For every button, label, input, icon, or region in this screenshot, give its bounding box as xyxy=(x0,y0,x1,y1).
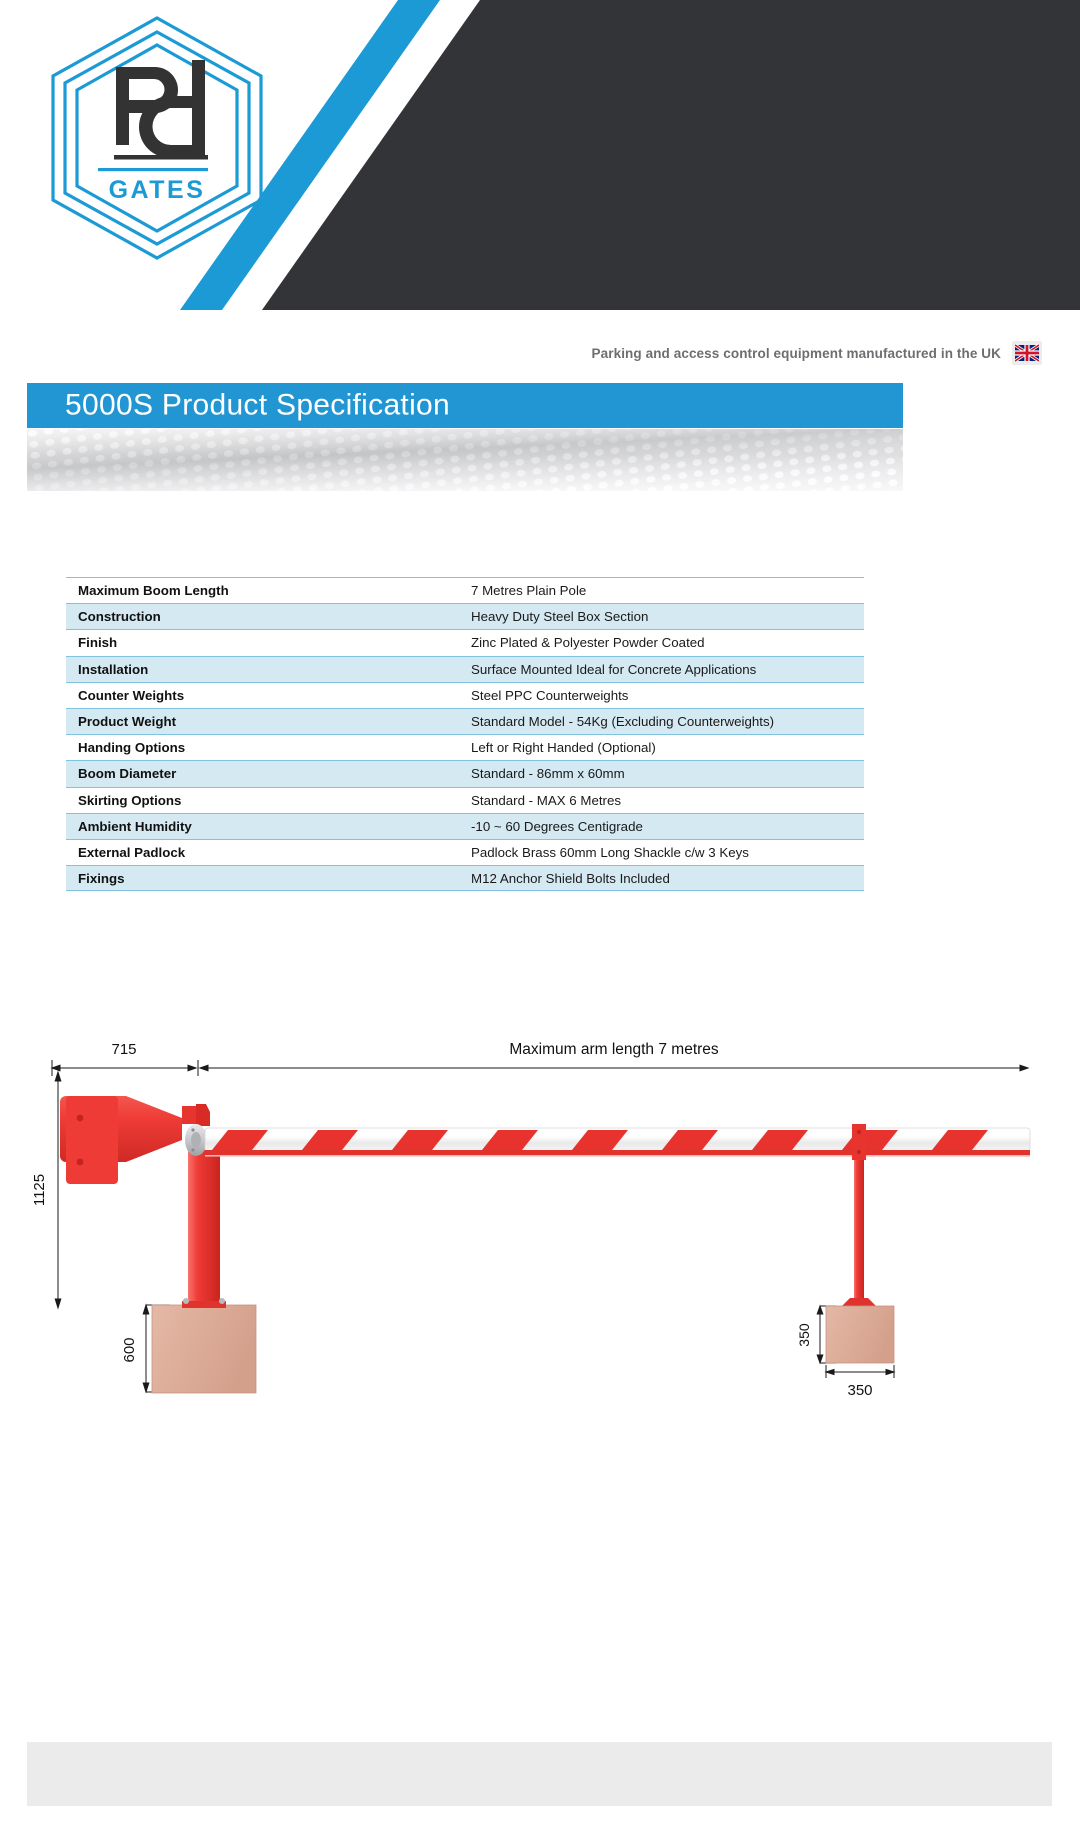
spec-label: Boom Diameter xyxy=(78,766,177,782)
spec-value: Padlock Brass 60mm Long Shackle c/w 3 Keys xyxy=(471,844,749,860)
spec-value: Heavy Duty Steel Box Section xyxy=(471,609,649,625)
spec-value: Zinc Plated & Polyester Powder Coated xyxy=(471,635,705,651)
table-row xyxy=(66,577,864,603)
boom-pivot-hub xyxy=(185,1124,207,1156)
spec-label: Skirting Options xyxy=(78,792,182,808)
table-row xyxy=(66,656,864,682)
spec-value: M12 Anchor Shield Bolts Included xyxy=(471,870,670,886)
tagline-bar xyxy=(0,338,1080,368)
page-header xyxy=(0,0,1080,310)
dimension-overall-height: 1125 xyxy=(31,1173,48,1207)
spec-value: Steel PPC Counterweights xyxy=(471,687,629,703)
boom-arm xyxy=(205,1128,1030,1157)
table-row xyxy=(66,629,864,655)
table-row xyxy=(66,603,864,629)
table-row xyxy=(66,734,864,760)
spec-label: External Padlock xyxy=(78,844,186,860)
dimension-right-foundation-height: 350 xyxy=(796,1323,812,1347)
table-row xyxy=(66,682,864,708)
spec-label: Fixings xyxy=(78,870,125,886)
table-row xyxy=(66,708,864,734)
table-row xyxy=(66,865,864,891)
left-concrete-foundation xyxy=(152,1305,256,1393)
uk-flag-icon xyxy=(1012,341,1042,365)
page-footer xyxy=(27,1742,1052,1806)
spec-label: Ambient Humidity xyxy=(78,818,192,834)
spec-value: -10 ~ 60 Degrees Centigrade xyxy=(471,818,643,834)
table-row xyxy=(66,839,864,865)
dimension-housing-width: 715 xyxy=(111,1041,137,1058)
specification-table xyxy=(66,577,864,891)
table-row xyxy=(66,813,864,839)
spec-label: Counter Weights xyxy=(78,687,185,703)
spec-value: Standard - MAX 6 Metres xyxy=(471,792,622,808)
barrier-post xyxy=(182,1130,226,1308)
table-row xyxy=(66,787,864,813)
right-concrete-foundation xyxy=(826,1306,894,1363)
spec-value: Standard - 86mm x 60mm xyxy=(471,766,625,782)
dimension-right-foundation-width: 350 xyxy=(847,1382,873,1399)
page-title-banner xyxy=(27,383,903,428)
spec-label: Installation xyxy=(78,661,149,677)
svg-text:GATES: GATES xyxy=(108,176,206,204)
spec-value: Left or Right Handed (Optional) xyxy=(471,740,656,756)
spec-label: Handing Options xyxy=(78,740,186,756)
page-title: 5000S Product Specification xyxy=(65,387,451,421)
dimension-max-arm-length: Maximum arm length 7 metres xyxy=(509,1041,719,1058)
spec-value: 7 Metres Plain Pole xyxy=(471,583,587,599)
spec-label: Product Weight xyxy=(78,714,176,730)
spec-label: Construction xyxy=(78,609,161,625)
tagline-text: Parking and access control equipment manufactured in the UK xyxy=(591,345,1001,361)
dimension-left-foundation-height: 600 xyxy=(121,1337,138,1363)
spec-label: Maximum Boom Length xyxy=(78,583,229,599)
pd-gates-logo xyxy=(42,12,272,264)
mesh-texture-image xyxy=(27,429,903,491)
technical-drawing xyxy=(0,1020,1080,1420)
spec-value: Standard Model - 54Kg (Excluding Counterweights) xyxy=(471,714,775,730)
spec-label: Finish xyxy=(78,635,118,651)
spec-value: Surface Mounted Ideal for Concrete Applications xyxy=(471,661,757,677)
table-row xyxy=(66,760,864,786)
